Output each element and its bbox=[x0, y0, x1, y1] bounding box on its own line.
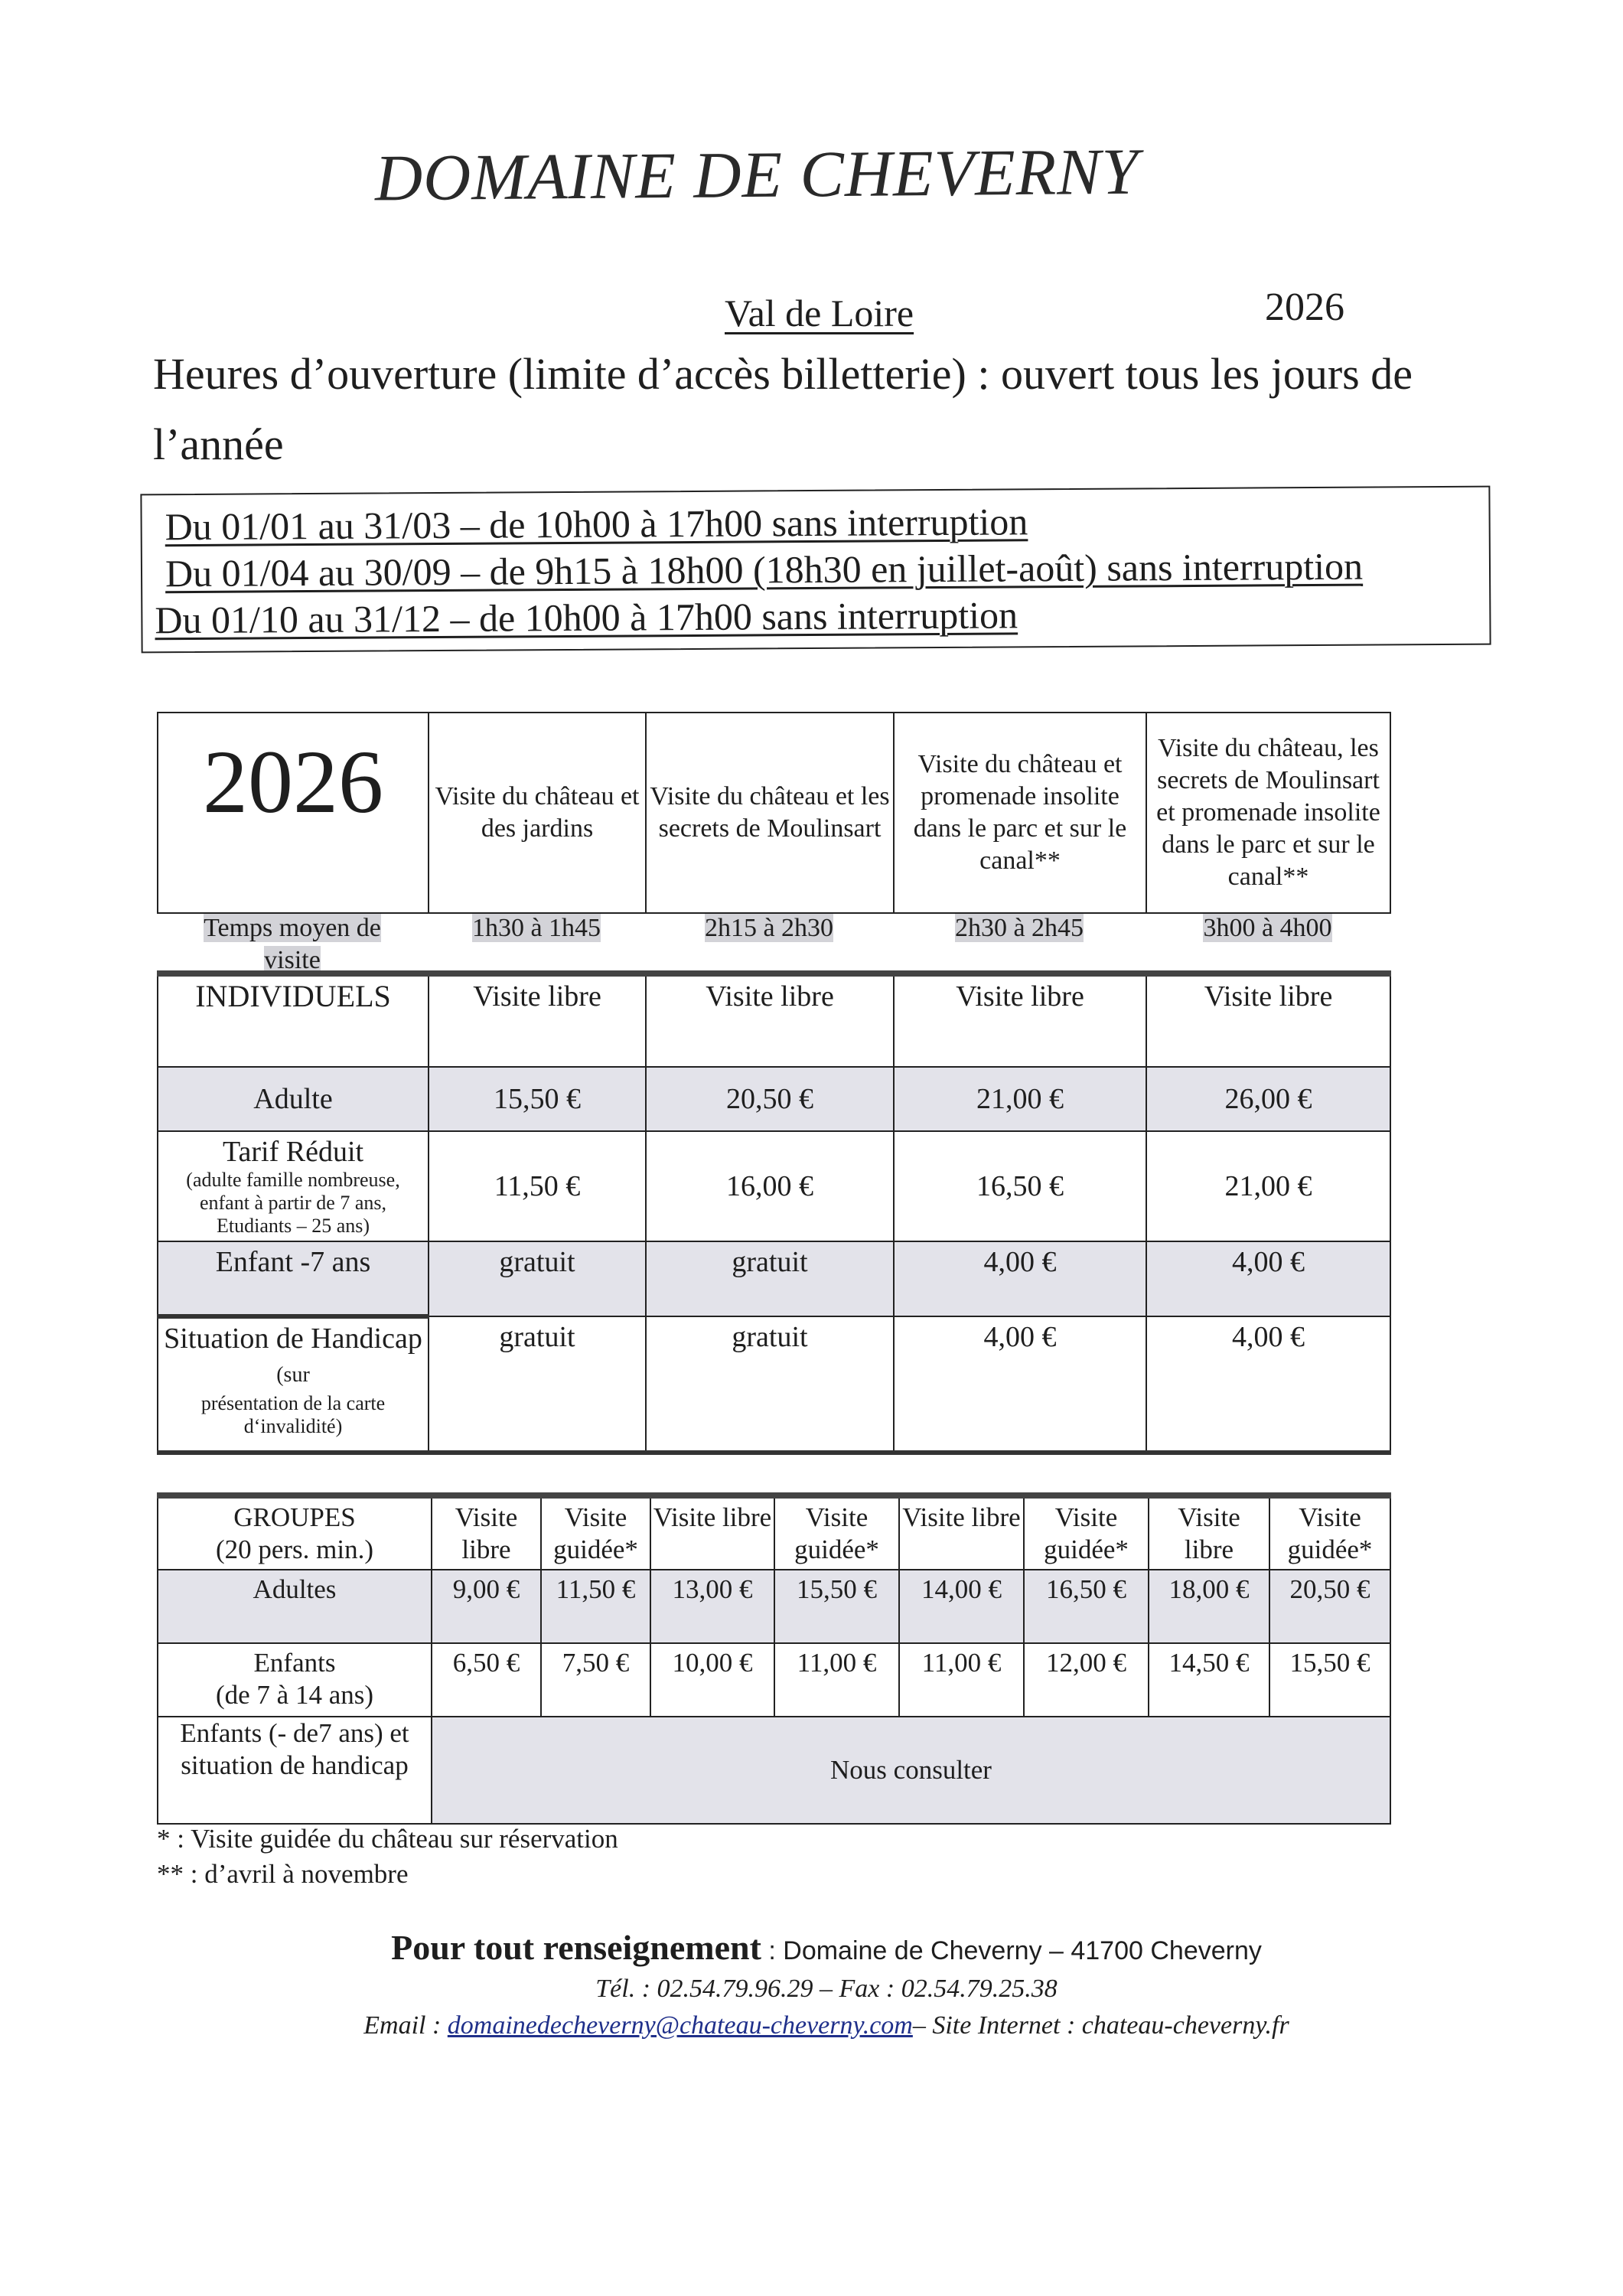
price-cell: gratuit bbox=[429, 1316, 646, 1453]
duration-value: 3h00 à 4h00 bbox=[1203, 914, 1332, 942]
footnote: ** : d’avril à novembre bbox=[157, 1859, 409, 1889]
table-row bbox=[158, 1131, 1390, 1241]
price-cell: 9,00 € bbox=[432, 1570, 541, 1643]
price-cell: 11,50 € bbox=[429, 1131, 646, 1241]
price-cell: 11,00 € bbox=[774, 1643, 899, 1717]
price-cell: 21,00 € bbox=[894, 1067, 1146, 1131]
price-cell: 20,50 € bbox=[1269, 1570, 1390, 1643]
consult-cell: Nous consulter bbox=[432, 1717, 1390, 1824]
table-row bbox=[158, 1717, 1390, 1824]
contact-block bbox=[260, 1929, 1393, 2044]
page-title: DOMAINE DE CHEVERNY bbox=[374, 134, 1139, 215]
visit-type: Visite libre bbox=[899, 1495, 1024, 1570]
visit-type: Visite libre bbox=[1146, 974, 1390, 1067]
opening-hours-line: Du 01/04 au 30/09 – de 9h15 à 18h00 (18h30 en juillet-août) sans interruption bbox=[165, 544, 1364, 595]
duration-label: Temps moyen de visite bbox=[204, 914, 381, 974]
table-row bbox=[158, 1241, 1390, 1316]
row-label: Adultes bbox=[158, 1570, 432, 1643]
visit-type: Visite guidée* bbox=[1024, 1495, 1149, 1570]
duration-value: 1h30 à 1h45 bbox=[471, 914, 601, 942]
email-label: Email : bbox=[363, 2011, 448, 2040]
email-link[interactable]: domainedecheverny@chateau-cheverny.com bbox=[447, 2011, 913, 2040]
price-cell: 15,50 € bbox=[1269, 1643, 1390, 1717]
visit-type: Visite libre bbox=[650, 1495, 774, 1570]
groups-header-label: GROUPES bbox=[233, 1502, 356, 1532]
row-label bbox=[158, 1643, 432, 1717]
visit-type: Visite libre bbox=[1149, 1495, 1269, 1570]
visit-type: Visite libre bbox=[894, 974, 1146, 1067]
offer-column-header: Visite du château et des jardins bbox=[429, 713, 646, 913]
offer-column-header: Visite du château, les secrets de Moulinsart et promenade insolite dans le parc et sur le canal** bbox=[1146, 713, 1390, 913]
row-label-sub: (de 7 à 14 ans) bbox=[215, 1680, 374, 1710]
price-cell: 10,00 € bbox=[650, 1643, 774, 1717]
row-label-suffix: (sur bbox=[276, 1363, 310, 1387]
duration-value: 2h15 à 2h30 bbox=[704, 914, 834, 942]
table-year: 2026 bbox=[158, 713, 429, 913]
offer-column-header: Visite du château et promenade insolite dans le parc et sur le canal** bbox=[894, 713, 1146, 913]
price-cell: 4,00 € bbox=[894, 1316, 1146, 1453]
price-cell: 14,50 € bbox=[1149, 1643, 1269, 1717]
duration-value: 2h30 à 2h45 bbox=[954, 914, 1084, 942]
year-label: 2026 bbox=[1265, 285, 1344, 329]
opening-hours-line: Du 01/10 au 31/12 – de 10h00 à 17h00 sans interruption bbox=[155, 593, 1018, 642]
row-label bbox=[158, 1316, 429, 1453]
price-cell: 4,00 € bbox=[894, 1241, 1146, 1316]
visit-type: Visite libre bbox=[432, 1495, 541, 1570]
opening-hours-line: Du 01/01 au 31/03 – de 10h00 à 17h00 sans interruption bbox=[165, 500, 1028, 549]
individual-prices-table bbox=[157, 970, 1391, 1455]
region-label: Val de Loire bbox=[725, 292, 914, 334]
table-row bbox=[158, 1067, 1390, 1131]
visit-type: Visite guidée* bbox=[774, 1495, 899, 1570]
visit-type: Visite libre bbox=[429, 974, 646, 1067]
price-cell: 21,00 € bbox=[1146, 1131, 1390, 1241]
duration-row bbox=[157, 912, 1390, 974]
price-cell: 20,50 € bbox=[646, 1067, 894, 1131]
contact-address: : Domaine de Cheverny – 41700 Cheverny bbox=[761, 1936, 1262, 1965]
row-label: Enfant -7 ans bbox=[158, 1241, 429, 1316]
price-cell: 12,00 € bbox=[1024, 1643, 1149, 1717]
opening-heading: Heures d’ouverture (limite d’accès billetterie) : ouvert tous les jours de l’année bbox=[153, 349, 1413, 469]
price-cell: gratuit bbox=[429, 1241, 646, 1316]
individuals-header: INDIVIDUELS bbox=[158, 974, 429, 1067]
price-cell: 7,50 € bbox=[541, 1643, 650, 1717]
price-cell: 16,50 € bbox=[1024, 1570, 1149, 1643]
table-row bbox=[158, 1643, 1390, 1717]
groups-header bbox=[158, 1495, 432, 1570]
group-prices-table bbox=[157, 1492, 1391, 1825]
contact-heading: Pour tout renseignement bbox=[391, 1928, 761, 1967]
table-row bbox=[158, 1316, 1390, 1453]
row-label: Adulte bbox=[158, 1067, 429, 1131]
price-cell: 15,50 € bbox=[774, 1570, 899, 1643]
table-row bbox=[158, 1570, 1390, 1643]
footnotes bbox=[157, 1821, 618, 1892]
offer-column-header: Visite du château et les secrets de Moulinsart bbox=[646, 713, 894, 913]
price-cell: 6,50 € bbox=[432, 1643, 541, 1717]
price-cell: 15,50 € bbox=[429, 1067, 646, 1131]
row-label-sub: présentation de la carte d‘invalidité) bbox=[200, 1392, 386, 1437]
row-label-main: Enfants bbox=[253, 1648, 336, 1678]
price-cell: 14,00 € bbox=[899, 1570, 1024, 1643]
groups-header-sub: (20 pers. min.) bbox=[215, 1534, 374, 1564]
price-cell: 16,50 € bbox=[894, 1131, 1146, 1241]
price-cell: 11,50 € bbox=[541, 1570, 650, 1643]
price-cell: gratuit bbox=[646, 1241, 894, 1316]
row-label bbox=[158, 1131, 429, 1241]
contact-phone: Tél. : 02.54.79.96.29 – Fax : 02.54.79.25.38 bbox=[595, 1975, 1058, 2003]
price-cell: 26,00 € bbox=[1146, 1067, 1390, 1131]
price-cell: 16,00 € bbox=[646, 1131, 894, 1241]
price-cell: 13,00 € bbox=[650, 1570, 774, 1643]
price-cell: 4,00 € bbox=[1146, 1241, 1390, 1316]
price-cell: 18,00 € bbox=[1149, 1570, 1269, 1643]
visit-type: Visite guidée* bbox=[1269, 1495, 1390, 1570]
price-cell: gratuit bbox=[646, 1316, 894, 1453]
price-cell: 11,00 € bbox=[899, 1643, 1024, 1717]
visit-type: Visite libre bbox=[646, 974, 894, 1067]
price-cell: 4,00 € bbox=[1146, 1316, 1390, 1453]
visit-type: Visite guidée* bbox=[541, 1495, 650, 1570]
row-label: Enfants (- de7 ans) et situation de handicap bbox=[158, 1717, 432, 1824]
website-text: – Site Internet : chateau-cheverny.fr bbox=[912, 2011, 1289, 2040]
offers-header-table bbox=[157, 712, 1391, 914]
row-label-sub: (adulte famille nombreuse, enfant à partir de 7 ans, Etudiants – 25 ans) bbox=[186, 1169, 400, 1237]
opening-hours-box bbox=[140, 486, 1491, 654]
row-label-main: Situation de Handicap bbox=[164, 1322, 422, 1355]
footnote: * : Visite guidée du château sur réservation bbox=[157, 1824, 618, 1854]
row-label-main: Tarif Réduit bbox=[222, 1136, 364, 1168]
